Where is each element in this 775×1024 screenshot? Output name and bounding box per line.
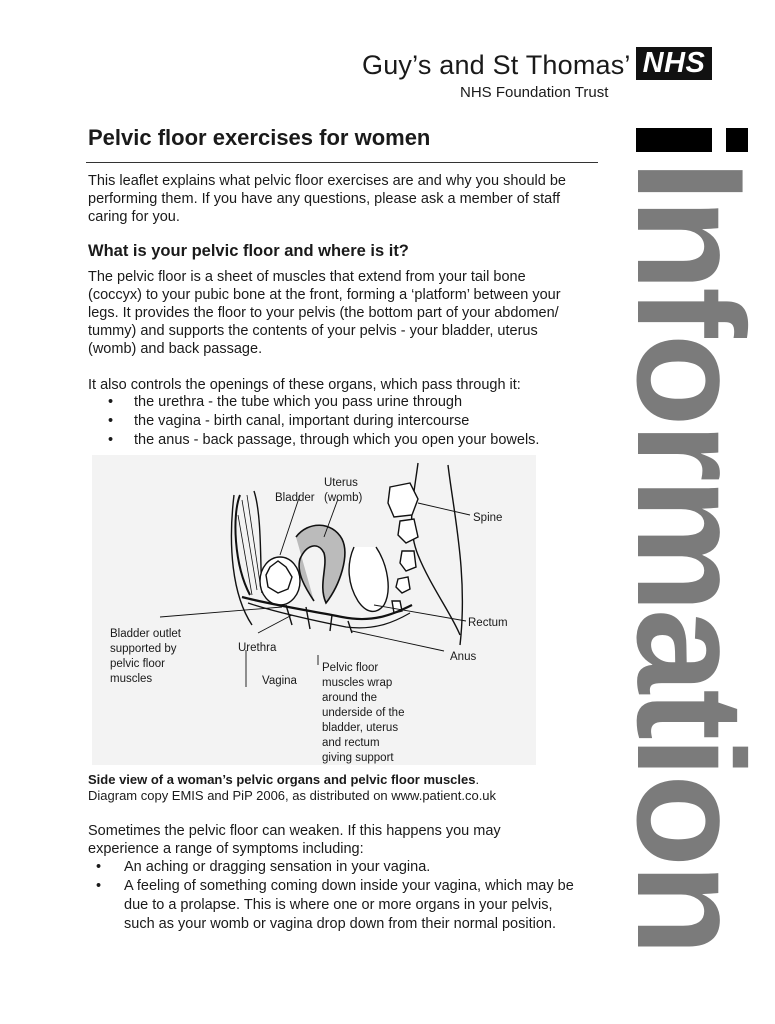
list-item-line: due to a prolapse. This is where one or more organs in your pelvis, xyxy=(124,897,553,913)
list-item-text: An aching or dragging sensation in your vagina. xyxy=(124,859,431,875)
list-item-text: the vagina - birth canal, important during intercourse xyxy=(134,413,470,429)
weakening-paragraph xyxy=(88,822,608,858)
label-line: Bladder outlet xyxy=(110,628,181,640)
nhs-logo: NHS xyxy=(636,47,712,80)
symptoms-list xyxy=(88,858,608,934)
text-line: legs. It provides the floor to your pelvis (the bottom part of your abdomen/ xyxy=(88,305,559,321)
text-line: The pelvic floor is a sheet of muscles that extend from your tail bone xyxy=(88,269,526,285)
bullet: • xyxy=(108,432,114,448)
section-heading: What is your pelvic floor and where is it? xyxy=(88,242,409,260)
text-line: (coccyx) to your pubic bone at the front, forming a ‘platform’ between your xyxy=(88,287,561,303)
label-line: bladder, uterus xyxy=(322,722,399,734)
label-bladder: Bladder xyxy=(275,492,315,504)
text-line: tummy) and supports the contents of your pelvis - your bladder, uterus xyxy=(88,323,538,339)
list-item xyxy=(88,431,608,450)
label-line: and rectum xyxy=(322,737,380,749)
text-line: caring for you. xyxy=(88,209,180,225)
label-line: muscles wrap xyxy=(322,677,393,689)
caption-credit: Diagram copy EMIS and PiP 2006, as distributed on www.patient.co.uk xyxy=(88,788,497,803)
label-anus: Anus xyxy=(450,651,477,663)
label-line: supported by xyxy=(110,643,177,655)
label-line: around the xyxy=(322,692,377,704)
list-item-text: the urethra - the tube which you pass urine through xyxy=(134,394,463,410)
organisation-name: Guy’s and St Thomas’ xyxy=(362,50,631,80)
text-line: performing them. If you have any questions, please ask a member of staff xyxy=(88,191,561,207)
label-pelvic-floor xyxy=(322,661,404,766)
list-item xyxy=(88,877,608,934)
organisation-subtitle: NHS Foundation Trust xyxy=(460,84,609,101)
intro-paragraph xyxy=(88,172,608,226)
list-item-line: such as your womb or vagina drop down from their normal position. xyxy=(124,916,556,932)
side-banner-word: Information xyxy=(605,160,775,952)
label-rectum: Rectum xyxy=(468,617,508,629)
diagram-caption xyxy=(88,772,496,804)
text-line: (womb) and back passage. xyxy=(88,341,263,357)
list-item xyxy=(88,393,608,412)
caption-title: Side view of a woman’s pelvic organs and pelvic floor muscles xyxy=(88,772,476,787)
text-line: This leaflet explains what pelvic floor exercises are and why you should be xyxy=(88,173,566,189)
caption-title-end: . xyxy=(475,772,480,787)
banner-block xyxy=(726,128,748,152)
openings-list xyxy=(88,393,608,450)
page-title: Pelvic floor exercises for women xyxy=(88,125,431,150)
banner-block xyxy=(636,128,712,152)
label-line: Uterus xyxy=(324,477,358,489)
bullet: • xyxy=(96,859,102,875)
label-line: pelvic floor xyxy=(110,658,165,670)
bullet: • xyxy=(108,413,114,429)
label-bladder-outlet xyxy=(110,627,181,687)
text-line: experience a range of symptoms including: xyxy=(88,841,364,857)
pelvic-floor-description xyxy=(88,268,608,358)
bullet: • xyxy=(108,394,114,410)
label-line: underside of the xyxy=(322,707,405,719)
label-urethra: Urethra xyxy=(238,642,277,654)
openings-intro: It also controls the openings of these organs, which pass through it: xyxy=(88,377,521,393)
label-line: (womb) xyxy=(324,492,363,504)
label-spine: Spine xyxy=(473,512,503,524)
bullet: • xyxy=(96,878,102,894)
list-item-line: A feeling of something coming down inside your vagina, which may be xyxy=(124,878,574,894)
label-line: Pelvic floor xyxy=(322,662,379,674)
bladder xyxy=(260,557,300,605)
label-line: giving support xyxy=(322,752,394,764)
text-line: Sometimes the pelvic floor can weaken. If this happens you may xyxy=(88,823,501,839)
label-vagina: Vagina xyxy=(262,675,297,687)
list-item xyxy=(88,858,608,877)
list-item-text: the anus - back passage, through which you open your bowels. xyxy=(134,432,540,448)
label-uterus xyxy=(324,476,362,506)
title-divider xyxy=(86,162,598,163)
label-line: muscles xyxy=(110,673,153,685)
list-item xyxy=(88,412,608,431)
